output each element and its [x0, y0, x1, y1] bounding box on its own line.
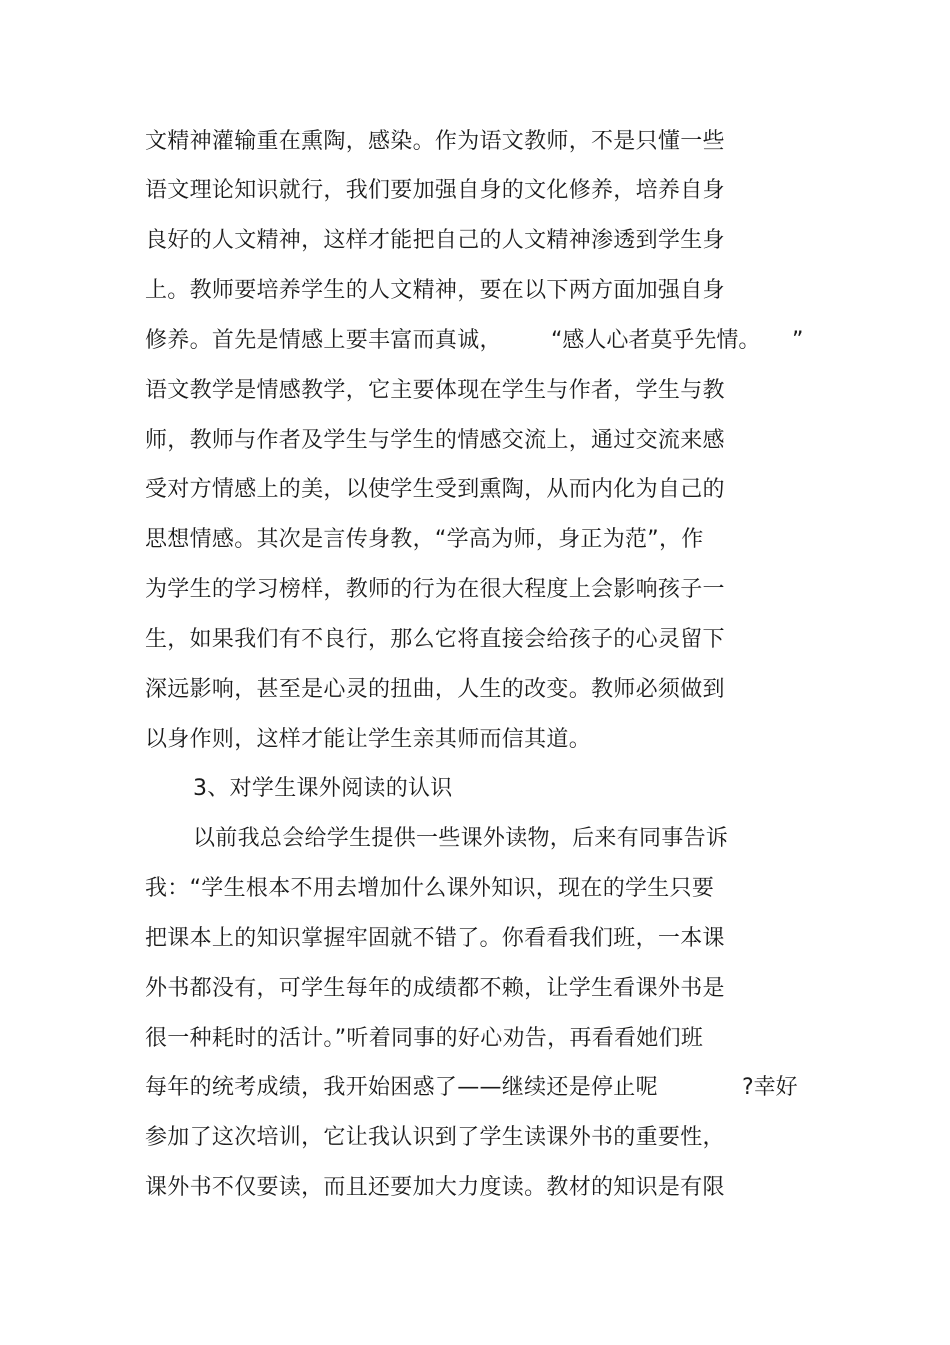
text-line: 为学生的学习榜样，教师的行为在很大程度上会影响孩子一	[145, 577, 725, 602]
text-line: 以前我总会给学生提供一些课外读物，后来有同事告诉	[193, 826, 729, 851]
text-line: 参加了这次培训，它让我认识到了学生读课外书的重要性，	[145, 1125, 725, 1150]
text-line: 深远影响，甚至是心灵的扭曲，人生的改变。教师必须做到	[145, 677, 725, 702]
text-line: 语文教学是情感教学，它主要体现在学生与作者，学生与教	[145, 378, 725, 403]
quote-close-mark: ”	[792, 328, 804, 353]
text-line: 修养。首先是情感上要丰富而真诚，	[145, 328, 502, 353]
text-line: 文精神灌输重在熏陶，感染。作为语文教师，不是只懂一些	[145, 129, 725, 154]
text-line: 语文理论知识就行，我们要加强自身的文化修养，培养自身	[145, 178, 725, 203]
text-line: 我：“学生根本不用去增加什么课外知识，现在的学生只要	[145, 876, 715, 901]
text-line: 以身作则，这样才能让学生亲其师而信其道。	[145, 727, 592, 752]
text-line: 外书都没有，可学生每年的成绩都不赖，让学生看课外书是	[145, 976, 725, 1001]
section-heading: 3、对学生课外阅读的认识	[193, 776, 453, 801]
text-line: 上。教师要培养学生的人文精神，要在以下两方面加强自身	[145, 278, 725, 303]
text-line: 很一种耗时的活计。”听着同事的好心劝告，再看看她们班	[145, 1026, 704, 1051]
text-line: 每年的统考成绩，我开始困惑了——继续还是停止呢	[145, 1075, 658, 1100]
text-line: 师，教师与作者及学生与学生的情感交流上，通过交流来感	[145, 428, 725, 453]
text-line: 良好的人文精神，这样才能把自己的人文精神渗透到学生身	[145, 228, 725, 253]
text-line: 课外书不仅要读，而且还要加大力度读。教材的知识是有限	[145, 1175, 725, 1200]
text-line: 思想情感。其次是言传身教，“学高为师，身正为范”，作	[145, 527, 704, 552]
quote-fragment: “感人心者莫乎先情。	[551, 328, 761, 353]
tail-fragment: ?幸好	[742, 1075, 798, 1100]
text-line: 受对方情感上的美，以使学生受到熏陶，从而内化为自己的	[145, 477, 725, 502]
text-line: 把课本上的知识掌握牢固就不错了。你看看我们班，一本课	[145, 926, 725, 951]
text-line: 生，如果我们有不良行，那么它将直接会给孩子的心灵留下	[145, 627, 725, 652]
